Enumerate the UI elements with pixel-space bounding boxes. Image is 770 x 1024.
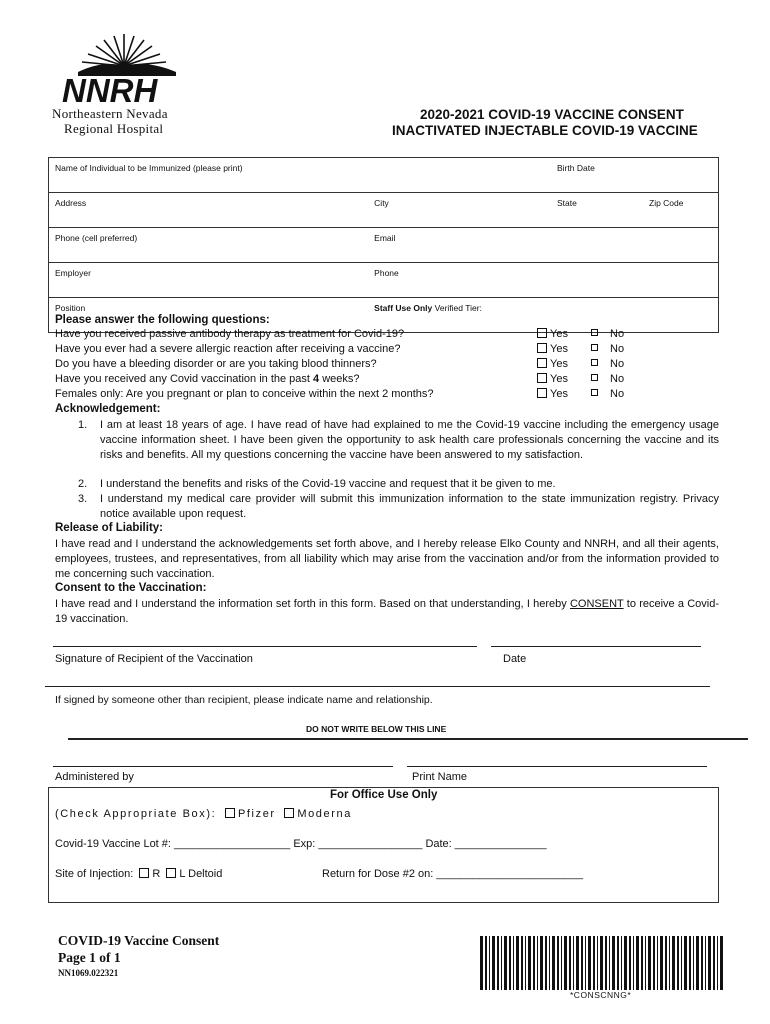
barcode-bar (501, 936, 502, 990)
barcode-bar (525, 936, 526, 990)
barcode-bar (681, 936, 682, 990)
checkbox-icon (537, 388, 547, 398)
barcode-bar (480, 936, 483, 990)
release-heading: Release of Liability: (55, 522, 164, 534)
barcode-bar (629, 936, 631, 990)
yes-checkbox[interactable]: Yes (537, 328, 568, 340)
barcode-bar (545, 936, 547, 990)
zip-code-field[interactable]: Zip Code (643, 193, 719, 228)
barcode-bar (648, 936, 651, 990)
barcode-bar (612, 936, 615, 990)
checkbox-icon (166, 868, 176, 878)
logo-line1: Northeastern Nevada (52, 106, 168, 121)
barcode-bar (537, 936, 538, 990)
patient-info-table (48, 157, 719, 333)
barcode-bar (492, 936, 495, 990)
checkbox-icon (591, 329, 598, 336)
consent-heading: Consent to the Vaccination: (55, 582, 207, 594)
barcode-bar (513, 936, 514, 990)
left-deltoid-checkbox[interactable]: L Deltoid (163, 868, 222, 880)
barcode-bar (621, 936, 622, 990)
lot-exp-date-row[interactable]: Covid-19 Vaccine Lot #: ___________________ Exp: _________________ Date: _______________ (55, 838, 547, 850)
office-use-heading: For Office Use Only (330, 789, 438, 801)
barcode-bar (720, 936, 723, 990)
yes-checkbox[interactable]: Yes (537, 358, 568, 370)
barcode-bar (489, 936, 490, 990)
no-checkbox[interactable]: No (591, 328, 624, 340)
footer-code: NN1069.022321 (58, 968, 119, 978)
signature-line[interactable] (53, 646, 477, 647)
vaccine-brand-row: (Check Appropriate Box): Pfizer Moderna (55, 808, 352, 820)
checkbox-icon (537, 373, 547, 383)
no-checkbox[interactable]: No (591, 358, 624, 370)
barcode-bar (713, 936, 715, 990)
logo-line2: Regional Hospital (64, 121, 164, 136)
questions-heading: Please answer the following questions: (55, 314, 270, 326)
checkbox-icon (537, 328, 547, 338)
barcode-bar (557, 936, 559, 990)
barcode-bar (552, 936, 555, 990)
moderna-checkbox[interactable]: Moderna (280, 808, 352, 820)
right-deltoid-checkbox[interactable]: R (136, 868, 160, 880)
barcode-bar (528, 936, 531, 990)
barcode-bar (576, 936, 579, 990)
barcode-bar (597, 936, 598, 990)
phone-cell-field[interactable]: Phone (cell preferred) (49, 228, 369, 263)
barcode-bar (521, 936, 523, 990)
barcode-bar (636, 936, 639, 990)
question-row: Have you ever had a severe allergic reaction after receiving a vaccine? Yes No (55, 343, 625, 355)
administered-line[interactable] (53, 766, 393, 767)
barcode-bar (689, 936, 691, 990)
name-field[interactable]: Name of Individual to be Immunized (please print) (49, 158, 552, 193)
barcode-bar (701, 936, 703, 990)
barcode-bar (588, 936, 591, 990)
barcode-bar (573, 936, 574, 990)
question-row: Do you have a bleeding disorder or are you taking blood thinners? Yes No (55, 358, 625, 370)
yes-checkbox[interactable]: Yes (537, 373, 568, 385)
checkbox-icon (537, 343, 547, 353)
yes-checkbox[interactable]: Yes (537, 343, 568, 355)
barcode-bar (657, 936, 658, 990)
barcode-bar (533, 936, 535, 990)
barcode-bar (609, 936, 610, 990)
barcode-bar (677, 936, 679, 990)
checkbox-icon (591, 344, 598, 351)
barcode-bar (485, 936, 487, 990)
acknowledgement-item: 1. I am at least 18 years of age. I have read of have had explained to me the Covid-19 vaccine including the emergency usage vaccine information sheet. I have been given the opportunity to ask health care professionals concerning the vaccine and its risks and benefits. All my questions concerning the vaccine have been answered to my satisfaction. (78, 419, 719, 461)
checkbox-icon (284, 808, 294, 818)
checkbox-icon (537, 358, 547, 368)
barcode-bar (605, 936, 607, 990)
barcode-text: *CONSCNNG* (570, 990, 632, 1000)
employer-phone-field[interactable]: Phone (368, 263, 718, 298)
barcode-bar (669, 936, 670, 990)
barcode-bar (672, 936, 675, 990)
checkbox-icon (591, 359, 598, 366)
email-field[interactable]: Email (368, 228, 718, 263)
barcode-bar (569, 936, 571, 990)
state-field[interactable]: State (551, 193, 643, 228)
do-not-write-label: DO NOT WRITE BELOW THIS LINE (306, 724, 447, 734)
barcode-bar (497, 936, 499, 990)
question-row: Have you received any Covid vaccination in the past 4 weeks? Yes No (55, 373, 625, 385)
no-checkbox[interactable]: No (591, 343, 624, 355)
barcode-bar (504, 936, 507, 990)
page-subtitle: INACTIVATED INJECTABLE COVID-19 VACCINE (392, 123, 698, 138)
address-field[interactable]: Address (49, 193, 369, 228)
acknowledgement-heading: Acknowledgement: (55, 403, 161, 415)
barcode-bar (653, 936, 655, 990)
barcode-bar (581, 936, 583, 990)
question-row: Have you received passive antibody therapy as treatment for Covid-19? Yes No (55, 328, 625, 340)
acknowledgement-item: 2. I understand the benefits and risks of the Covid-19 vaccine and request that it be given to me. (78, 478, 556, 490)
barcode-bar (516, 936, 519, 990)
date-label: Date (503, 653, 527, 665)
question-row: Females only: Are you pregnant or plan to conceive within the next 2 months? Yes No (55, 388, 625, 400)
logo-mark-text: NNRH (62, 72, 158, 108)
barcode-bar (693, 936, 694, 990)
print-name-label: Print Name (412, 771, 468, 783)
barcode-bar (696, 936, 699, 990)
return-dose-row[interactable]: Return for Dose #2 on: ________________________ (322, 868, 584, 880)
divider-line (68, 738, 748, 740)
barcode-bar (564, 936, 567, 990)
other-signer-line[interactable] (45, 686, 710, 687)
other-signer-label: If signed by someone other than recipient, please indicate name and relationship. (55, 694, 433, 706)
barcode-bar (509, 936, 511, 990)
acknowledgement-item: 3. I understand my medical care provider will submit this immunization information to the state immunization registry. Privacy notice available upon request. (78, 493, 719, 520)
signature-label: Signature of Recipient of the Vaccination (55, 653, 253, 665)
footer-page: Page 1 of 1 (58, 950, 121, 965)
pfizer-checkbox[interactable]: Pfizer (221, 808, 276, 820)
barcode-bar (540, 936, 543, 990)
barcode-bar (645, 936, 646, 990)
page-title: 2020-2021 COVID-19 VACCINE CONSENT (420, 107, 684, 122)
barcode-bar (641, 936, 643, 990)
date-line[interactable] (491, 646, 701, 647)
barcode-bar (717, 936, 718, 990)
checkbox-icon (225, 808, 235, 818)
footer-title: COVID-19 Vaccine Consent (58, 933, 220, 948)
barcode-bar (708, 936, 711, 990)
employer-field[interactable]: Employer (49, 263, 369, 298)
barcode-bar (705, 936, 706, 990)
print-name-line[interactable] (407, 766, 707, 767)
consent-text: I have read and I understand the information set forth in this form. Based on that understanding, I hereby CONSENT to receive a Covid-19 vaccination. (55, 598, 720, 625)
birth-date-field[interactable]: Birth Date (551, 158, 719, 193)
barcode-bar (561, 936, 562, 990)
position-field[interactable]: Position (49, 298, 369, 333)
checkbox-icon (591, 389, 598, 396)
barcode-bar (660, 936, 663, 990)
barcode-bar (600, 936, 603, 990)
injection-site-row: Site of Injection: R L Deltoid (55, 868, 223, 880)
barcode-bar (593, 936, 595, 990)
no-checkbox[interactable]: No (591, 373, 624, 385)
staff-use-field: Staff Use Only Verified Tier: (368, 298, 718, 333)
no-checkbox[interactable]: No (591, 388, 624, 400)
checkbox-icon (139, 868, 149, 878)
administered-label: Administered by (55, 771, 134, 783)
release-text: I have read and I understand the acknowledgements set forth above, and I hereby release Elko County and NNRH, and all their agents, employees, trustees, and representatives, from all liability which may arise from the vaccination and/or from the information provided to me concerning such vaccination. (55, 538, 719, 580)
barcode-bar (617, 936, 619, 990)
barcode-bar (624, 936, 627, 990)
barcode-bar (585, 936, 586, 990)
barcode-bar (665, 936, 667, 990)
barcode-bar (549, 936, 550, 990)
barcode-icon (480, 936, 724, 990)
city-field[interactable]: City (368, 193, 551, 228)
barcode-bar (684, 936, 687, 990)
barcode-bar (633, 936, 634, 990)
checkbox-icon (591, 374, 598, 381)
nnrh-logo-icon (58, 32, 190, 108)
yes-checkbox[interactable]: Yes (537, 388, 568, 400)
